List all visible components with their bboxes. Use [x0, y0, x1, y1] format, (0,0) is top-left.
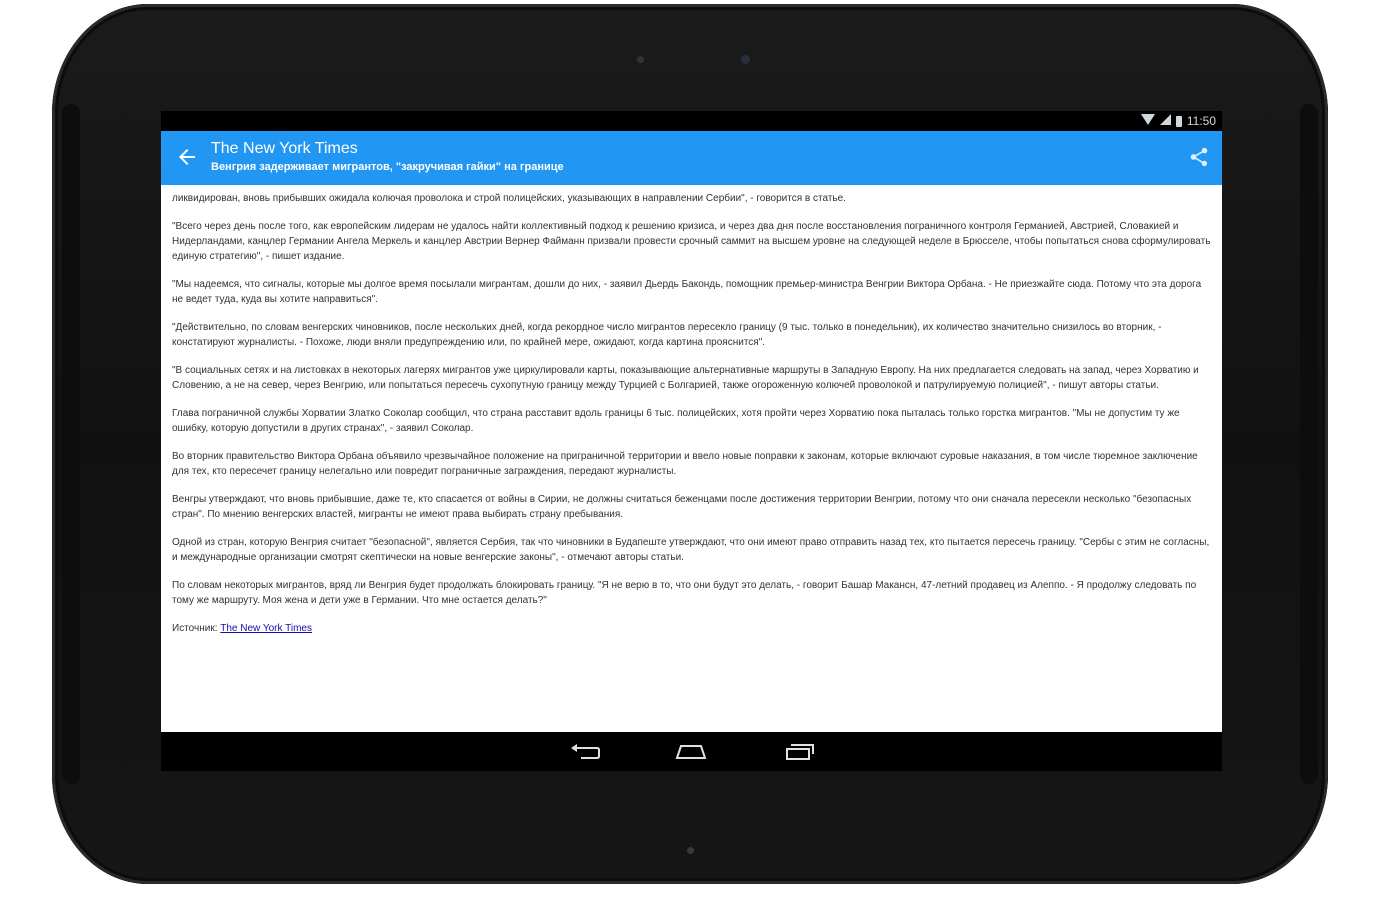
article-paragraph: "Мы надеемся, что сигналы, которые мы долгое время посылали мигрантам, дошли до них, - заявил Дьердь Бакондь, помощник премьер-министра Венгрии Виктора Орбана. - Не приезжайте сюда. Потому что эта дорога не ведет туда, куда вы хотите направиться". — [172, 279, 1202, 305]
nav-home-icon[interactable] — [673, 742, 709, 762]
tablet-side-grip-right — [1300, 104, 1318, 784]
sensor-dot — [637, 56, 644, 63]
status-time: 11:50 — [1186, 114, 1216, 128]
source-line — [172, 621, 1212, 636]
article-paragraph: По словам некоторых мигрантов, вряд ли Венгрия будет продолжать блокировать границу. "Я не верю в то, что они будут это делать, - говорит Башар Макансн, 47-летний продавец из Алеппо. - Я продолжу следовать по тому же маршруту. Моя жена и дети уже в Германии. Что мне остается делать?" — [172, 580, 1197, 606]
tablet-side-grip-left — [62, 104, 80, 784]
article-headline: Венгрия задерживает мигрантов, "закручивая гайки" на границе — [211, 161, 564, 173]
source-label: Источник: — [172, 623, 218, 634]
article-paragraph: "Всего через день после того, как европейским лидерам не удалось найти коллективный подход к решению кризиса, и через два дня после восстановления пограничного контроля Германией, Австрией, Словакией и Нидерландами, канцлер Германии Ангела Меркель и канцлер Австрии Вернер Файманн призвали провести срочный саммит на высшем уровне на следующей неделе в Брюсселе, чтобы попытаться снова сформулировать единую стратегию", - пишет издание. — [172, 221, 1211, 262]
article-paragraph: Глава пограничной службы Хорватии Златко Соколар сообщил, что страна расставит вдоль границы 6 тыс. полицейских, хотя пройти через Хорватию пока пыталась только горстка мигрантов. "Мы не допустим ту же ошибку, которую допустили в других странах", - заявил Соколар. — [172, 408, 1180, 434]
article-paragraph: "В социальных сетях и на листовках в некоторых лагерях мигрантов уже циркулировали карты, показывающие альтернативные маршруты в Западную Европу. На них предлагается следовать на запад, через Хорватию и Словению, а не на север, через Венгрию, или попытаться пересечь сухопутную границу между Турцией с Болгарией, также огороженную колючей проволокой и патрулируемую полицией", - пишут авторы статьи. — [172, 365, 1199, 391]
nav-back-icon[interactable] — [567, 742, 603, 762]
article-paragraph: ликвидирован, вновь прибывших ожидала колючая проволока и строй полицейских, указывающих в направлении Сербии", - говорится в статье. — [172, 193, 846, 204]
share-icon[interactable] — [1188, 146, 1210, 168]
arrow-back-icon[interactable] — [175, 145, 199, 169]
app-title: The New York Times — [211, 140, 358, 157]
wifi-icon — [1141, 114, 1155, 128]
navigation-bar — [161, 732, 1222, 771]
app-bar — [161, 131, 1222, 185]
app-bar-titles — [211, 139, 564, 175]
nav-recents-icon[interactable] — [781, 742, 817, 762]
status-bar — [161, 111, 1222, 131]
article-paragraph: "Действительно, по словам венгерских чиновников, после нескольких дней, когда рекордное число мигрантов пересекло границу (9 тыс. только в понедельник), их количество значительно снизилось во вторник, - констатируют журналисты. - Похоже, люди вняли предупреждению или, по крайней мере, ожидают, когда картина прояснится". — [172, 322, 1162, 348]
signal-icon — [1160, 114, 1171, 128]
device-screen — [161, 111, 1222, 771]
article-paragraph: Во вторник правительство Виктора Орбана объявило чрезвычайное положение на приграничной территории и ввело новые поправки к законам, которые включают суровые наказания, в том числе тюремное заключение для тех, кто пересечет границу нелегально или повредит пограничные заграждения, передают журналисты. — [172, 451, 1198, 477]
battery-icon — [1176, 116, 1182, 127]
source-link[interactable]: The New York Times — [220, 623, 312, 634]
hardware-dot — [687, 847, 694, 854]
front-camera — [741, 55, 750, 64]
article-paragraph: Венгры утверждают, что вновь прибывшие, даже те, кто спасается от войны в Сирии, не должны считаться беженцами после достижения территории Венгрии, потому что они сначала пересекли несколько "безопасных стран". По мнению венгерских властей, мигранты не имеют права выбирать страну пребывания. — [172, 494, 1192, 520]
article-content — [161, 185, 1222, 732]
article-paragraph: Одной из стран, которую Венгрия считает "безопасной", является Сербия, так что чиновники в Будапеште утверждают, что они имеют право отправить назад тех, кто пытается пересечь границу. "Сербы с этим не согласны, и международные организации смотрят скептически на новые венгерские законы", - отмечают авторы статьи. — [172, 537, 1210, 563]
